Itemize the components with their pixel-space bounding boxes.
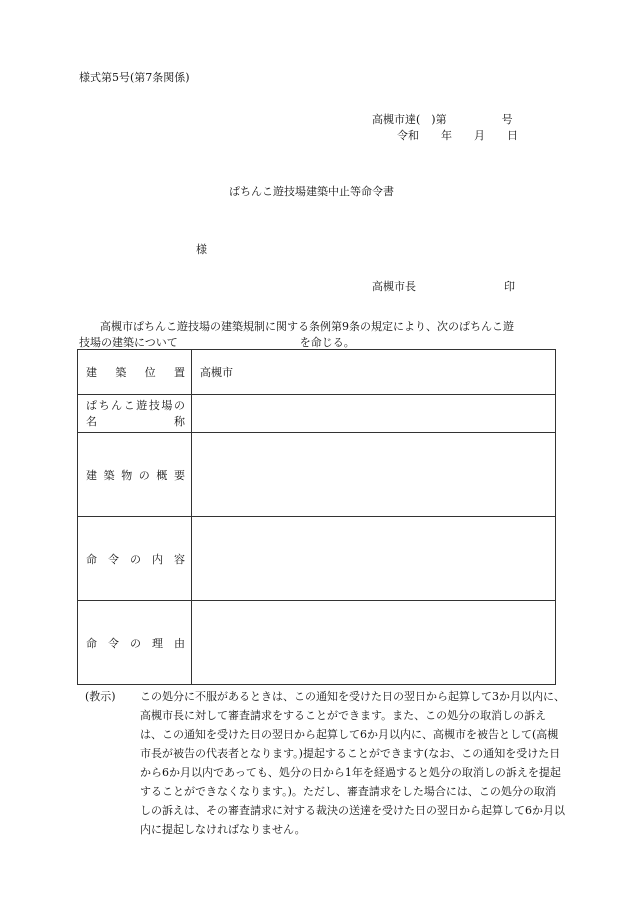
row-value-building-summary <box>192 433 556 517</box>
appeal-notice <box>85 687 565 839</box>
row-value-order-reason <box>192 601 556 685</box>
row-label-order-content: 命令の内容 <box>78 517 192 601</box>
table-row <box>78 395 556 433</box>
table-row <box>78 350 556 395</box>
table-row <box>78 601 556 685</box>
table-row <box>78 517 556 601</box>
row-label-building-summary: 建築物の概要 <box>78 433 192 517</box>
body-text-line2-start: 技場の建築について <box>79 336 178 349</box>
row-value-location: 高槻市 <box>192 350 556 395</box>
row-label-name-line1: ぱちんこ遊技場の <box>86 398 185 412</box>
row-value-order-content <box>192 517 556 601</box>
body-text-line1: 高槻市ぱちんこ遊技場の建築規制に関する条例第9条の規定により、次のぱちんこ遊 <box>100 320 514 333</box>
row-label-location: 建 築 位 置 <box>78 350 192 395</box>
document-number: 高槻市達( )第 号 <box>372 113 513 126</box>
row-label-name-line2: 名 称 <box>86 414 185 428</box>
order-table <box>77 349 556 685</box>
row-label-name <box>78 395 192 433</box>
notice-text: この処分に不服があるときは、この通知を受けた日の翌日から起算して3か月以内に、高槻市長に対して審査請求をすることができます。また、この処分の取消しの訴えは、この通知を受けた日の翌日から起算して6か月以内に、高槻市を被告として(高槻市長が被告の代表者となります。)提起することができます(なお、この通知を受けた日から6か月以内であっても、処分の日から1年を経過すると処分の取消しの訴えを提起することができなくなります。)。ただし、審査請求をした場合には、この処分の取消しの訴えは、その審査請求に対する裁決の送達を受けた日の翌日から起算して6か月以内に提起しなければなりません。 <box>140 690 565 836</box>
document-date: 令和 年 月 日 <box>397 129 518 142</box>
body-text-line2 <box>79 334 355 350</box>
row-value-name <box>192 395 556 433</box>
form-number: 様式第5号(第7条関係) <box>79 71 190 84</box>
row-label-order-reason: 命令の理由 <box>78 601 192 685</box>
table-row <box>78 433 556 517</box>
document-title: ぱちんこ遊技場建築中止等命令書 <box>229 185 394 198</box>
body-text-line2-end: を命じる。 <box>299 336 355 349</box>
issuer: 高槻市長 印 <box>372 280 515 293</box>
addressee: 様 <box>196 243 207 256</box>
notice-label: (教示) <box>85 690 116 703</box>
